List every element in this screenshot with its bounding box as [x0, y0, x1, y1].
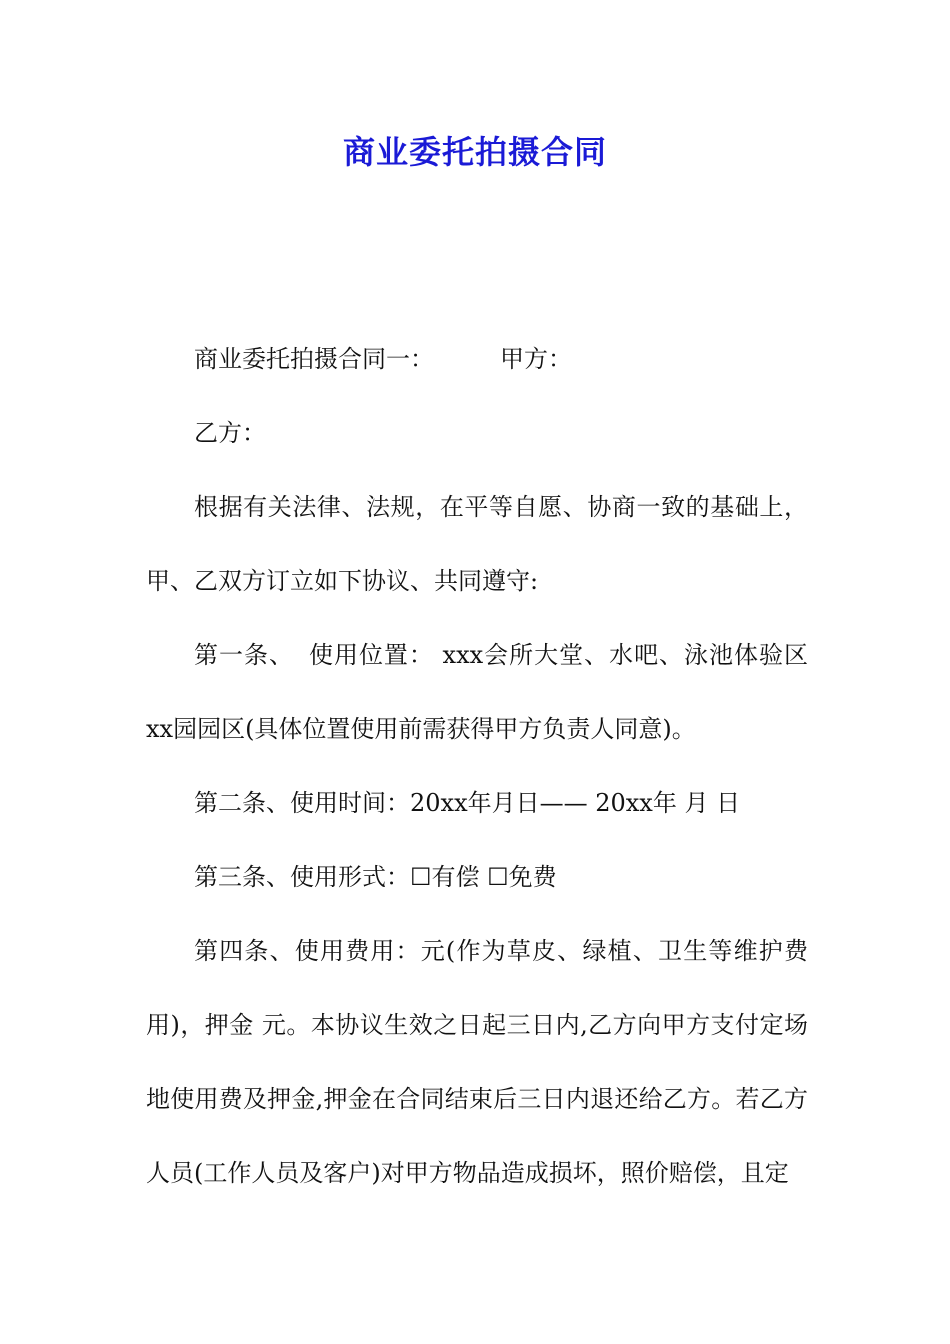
document-title: 商业委托拍摄合同	[342, 133, 607, 171]
document-body	[146, 322, 808, 1210]
article-1-head: 第一条、	[194, 641, 294, 669]
party-line	[146, 322, 808, 396]
article-4-paragraph: 第四条、使用费用：元(作为草皮、绿植、卫生等维护费用)，押金 元。本协议生效之日起三日内,乙方向甲方支付定场地使用费及押金,押金在合同结束后三日内退还给乙方。若乙方人员(工作人员及客户)对甲方物品造成损坏，照价赔偿，且定	[146, 937, 808, 1187]
article-2-paragraph: 第二条、使用时间：20xx年月日—— 20xx年 月 日	[194, 789, 741, 817]
article-1-paragraph	[146, 618, 808, 766]
article-3-paragraph: 第三条、使用形式：☐有偿 ☐免费	[194, 863, 557, 891]
party-a-label: 甲方：	[500, 345, 572, 373]
contract-label: 商业委托拍摄合同一：	[194, 345, 434, 373]
article-1-body: 使用位置： xxx会所大堂、水吧、泳池体验区xx园园区(具体位置使用前需获得甲方负责人同意)。	[146, 641, 809, 743]
party-b-label: 乙方：	[194, 419, 266, 447]
preamble-paragraph: 根据有关法律、法规，在平等自愿、协商一致的基础上，甲、乙双方订立如下协议、共同遵守:	[146, 493, 808, 595]
